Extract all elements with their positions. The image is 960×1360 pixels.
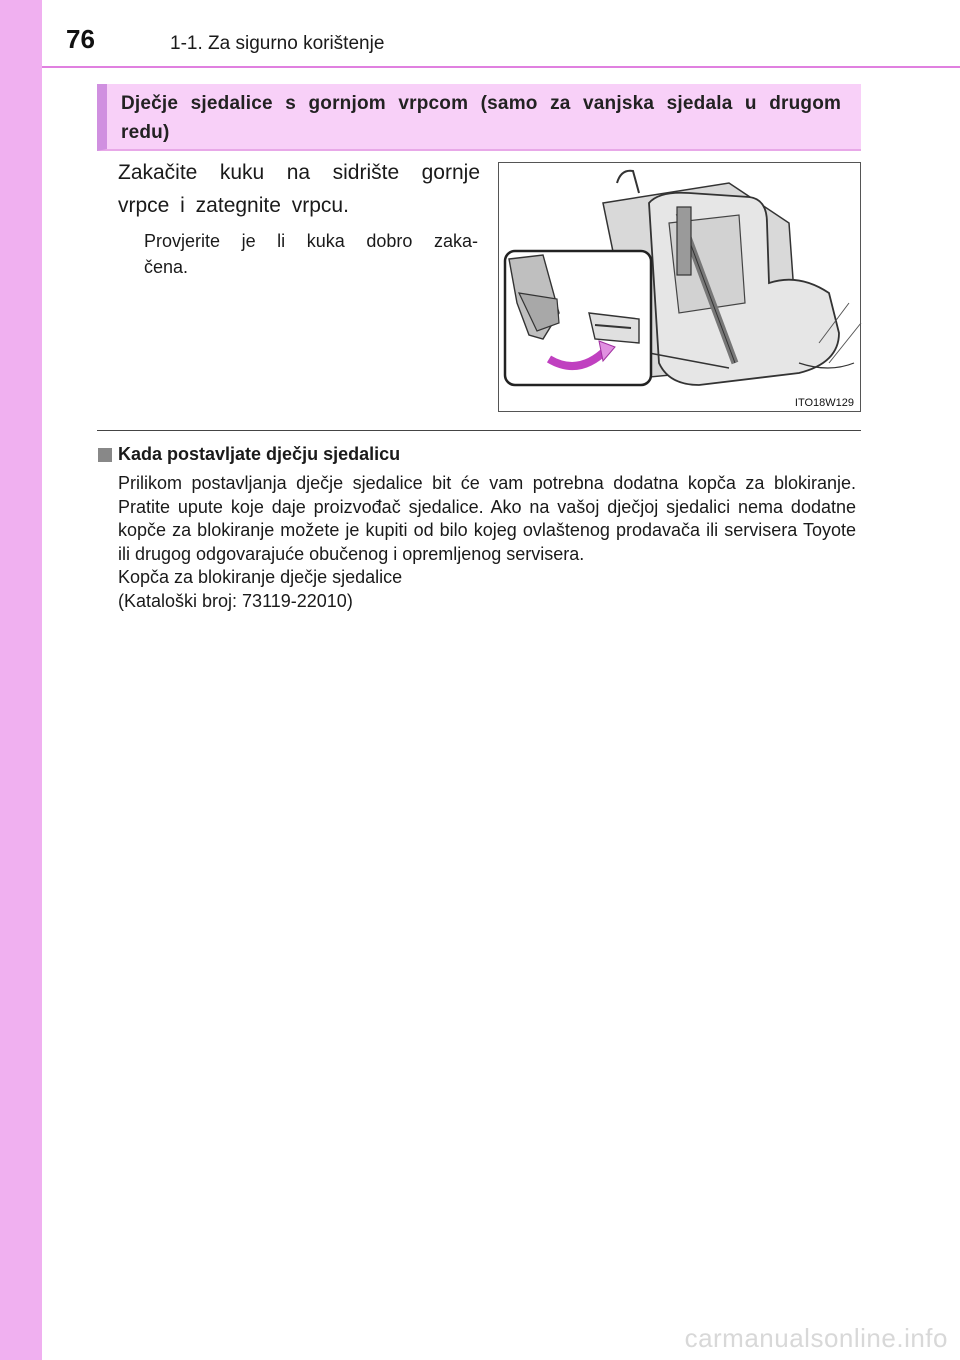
square-bullet-icon xyxy=(98,448,112,462)
subsection-heading: Kada postavljate dječju sjedalicu xyxy=(118,444,401,464)
step-note: Provjerite je li kuka dobro zaka- čena. xyxy=(144,231,478,277)
part-number: (Kataloški broj: 73119-22010) xyxy=(118,590,353,611)
chapter-side-bar xyxy=(0,0,42,1360)
child-seat-drawing xyxy=(499,163,862,413)
subsection-body xyxy=(118,472,856,613)
section-title: Dječje sjedalice s gornjom vrpcom (samo za vanjska sjedala u drugom redu) xyxy=(121,93,842,143)
section-divider xyxy=(97,430,861,431)
page-number: 76 xyxy=(66,24,95,54)
subsection-paragraph: Prilikom postavljanja dječje sjedalice bit će vam potrebna dodatna kopča za blokiranje. Pratite upute koje daje proizvođač sjedalice. Ako na vašoj dječjoj sjedalici nema dodatne kopče za blokiranje možete je kupiti od bilo kojeg ovlaštenog prodavača ili servisera Toyote ili drugog odgovarajuće obučenog i opremljenog servisera. xyxy=(118,473,856,564)
section-title-box xyxy=(97,84,861,151)
tether-strap-illustration xyxy=(498,162,861,412)
part-name: Kopča za blokiranje dječje sjedalice xyxy=(118,567,403,587)
site-watermark: carmanualsonline.info xyxy=(684,1323,948,1353)
running-head: 1-1. Za sigurno korištenje xyxy=(170,33,385,54)
step-instruction: Zakačite kuku na sidrište gornje vrpce i zategnite vrpcu. xyxy=(118,161,480,217)
figure-code: ITO18W129 xyxy=(794,397,854,409)
header-rule xyxy=(42,66,960,68)
